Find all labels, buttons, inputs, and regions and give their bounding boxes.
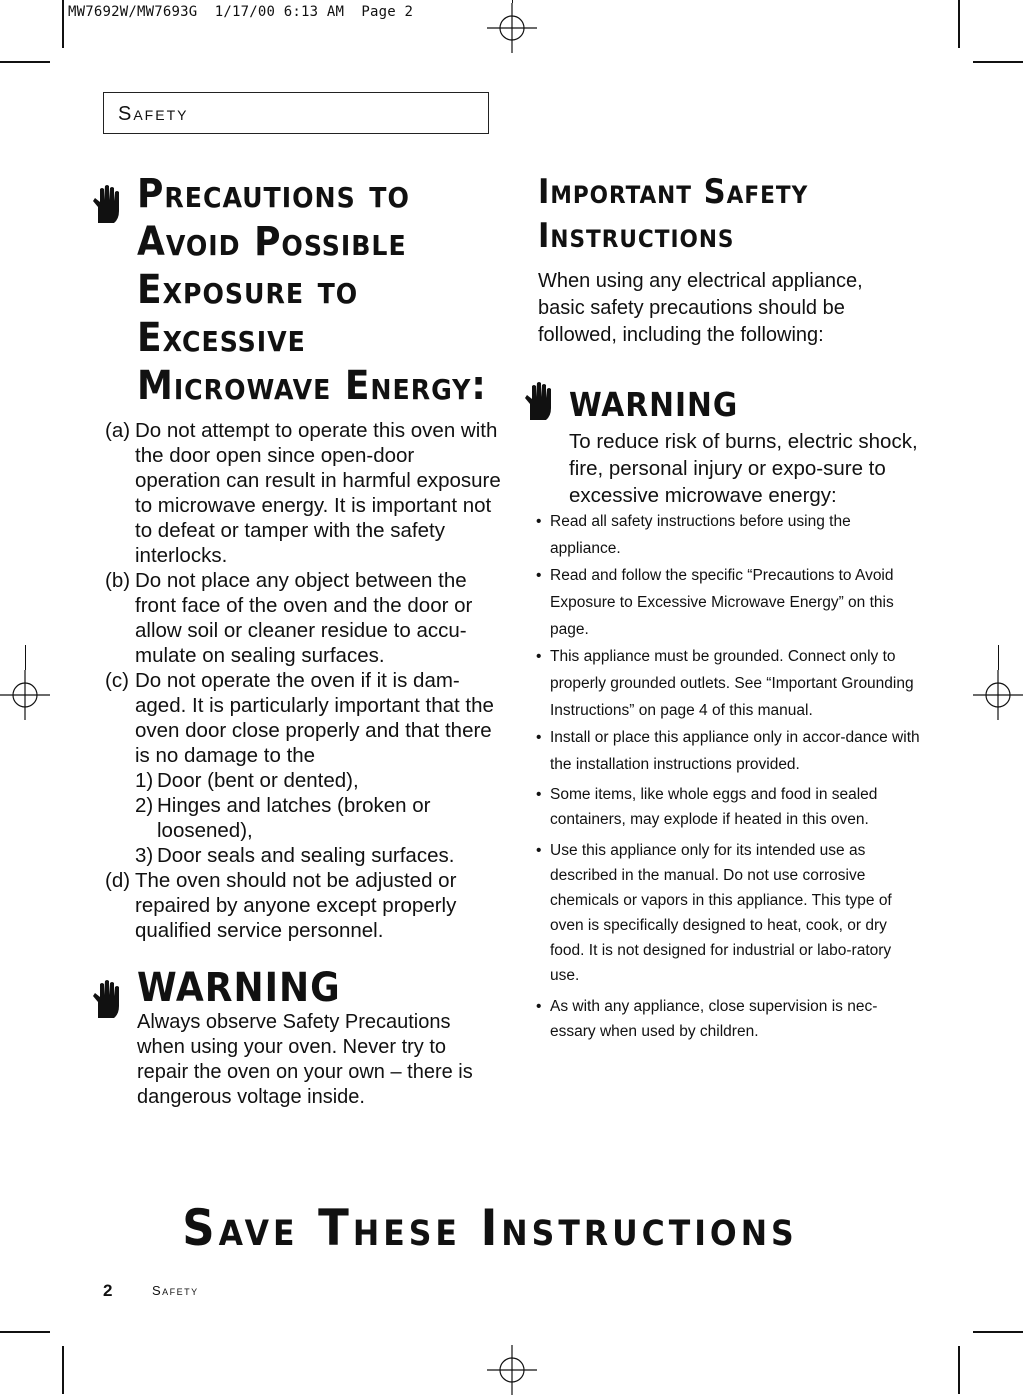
hand-icon — [90, 978, 124, 1020]
right-warning-title: WARNING — [569, 385, 739, 424]
left-warning-title: WARNING — [137, 965, 341, 1011]
list-item: • As with any appliance, close supervision is nec-essary when used by children. — [536, 998, 878, 1040]
list-item: (b) Do not place any object between the front face of the oven and the door or allow soil or cleaner residue to accu-mulate on sealing surfaces. — [105, 569, 473, 667]
list-item: (d) The oven should not be adjusted or repaired by anyone except properly qualified service personnel. — [105, 869, 457, 942]
crop-mark — [958, 0, 960, 48]
crop-mark — [0, 1331, 50, 1333]
list-item: • Some items, like whole eggs and food in sealed containers, may explode if heated in this oven. — [536, 786, 878, 828]
important-safety-heading: Important Safety Instructions — [538, 172, 809, 256]
sub-list-item: 3) Door seals and sealing surfaces. — [135, 844, 455, 867]
left-warning-text: Always observe Safety Precautions when using your oven. Never try to repair the oven on your own – there is dangerous voltage inside. — [137, 1011, 473, 1108]
print-slug: MW7692W/MW7693G 1/17/00 6:13 AM Page 2 — [68, 4, 414, 20]
list-item: • This appliance must be grounded. Connect only to properly grounded outlets. See “Important Grounding Instructions” on page 4 of this manual. — [536, 648, 914, 719]
intro-text: When using any electrical appliance, basic safety precautions should be followed, including the following: — [538, 270, 863, 346]
save-instructions-banner: Save These Instructions — [182, 1199, 798, 1257]
list-item: • Use this appliance only for its intended use as described in the manual. Do not use corrosive chemicals or vapors in this appliance. This type of oven is specifically designed to heat, cook, or dry food. It is not designed for industrial or labo-ratory use. — [536, 842, 892, 984]
right-warning-text: To reduce risk of burns, electric shock, fire, personal injury or expo-sure to excessive microwave energy: — [569, 430, 918, 507]
section-tab — [103, 92, 489, 134]
list-item: • Install or place this appliance only in accor-dance with the installation instructions provided. — [536, 729, 920, 773]
list-item: • Read and follow the specific “Precautions to Avoid Exposure to Excessive Microwave Energy” on this page. — [536, 567, 894, 638]
hand-icon — [90, 183, 124, 225]
hand-icon — [522, 380, 556, 422]
registration-mark-icon — [973, 670, 1023, 720]
footer-section-label: Safety — [152, 1283, 199, 1298]
sub-list-item: 1) Door (bent or dented), — [135, 769, 359, 792]
list-item: • Read all safety instructions before using the appliance. — [536, 513, 851, 557]
crop-mark — [958, 1346, 960, 1394]
list-item: (c) Do not operate the oven if it is dam-aged. It is particularly important that the oven door close properly and that there is no damage to the — [105, 669, 494, 767]
crop-mark — [62, 0, 64, 48]
section-tab-label: Safety — [118, 103, 189, 125]
crop-mark — [973, 61, 1023, 63]
precautions-list — [105, 418, 505, 943]
page-number: 2 — [103, 1281, 113, 1300]
safety-bullets — [536, 508, 920, 1044]
registration-mark-icon — [487, 3, 537, 53]
sub-list-item: 2) Hinges and latches (broken or loosened), — [135, 794, 431, 842]
precautions-heading: Precautions to Avoid Possible Exposure to Excessive Microwave Energy: — [137, 171, 487, 409]
crop-mark — [973, 1331, 1023, 1333]
registration-mark-icon — [487, 1345, 537, 1395]
crop-mark — [0, 61, 50, 63]
list-item: (a) Do not attempt to operate this oven with the door open since open-door operation can result in harmful exposure to microwave energy. It is important not to defeat or tamper with the safety interlocks. — [105, 419, 501, 567]
registration-mark-icon — [0, 670, 50, 720]
crop-mark — [62, 1346, 64, 1394]
